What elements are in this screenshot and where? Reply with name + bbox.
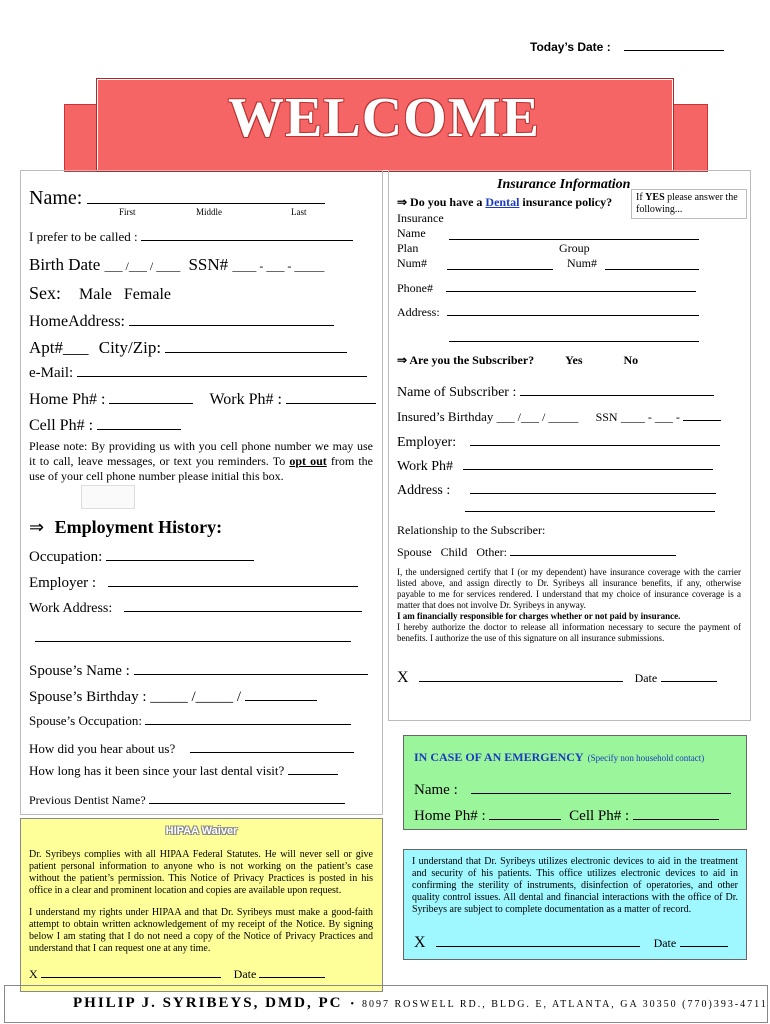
- birth-label: Birth Date: [29, 255, 101, 274]
- ins-address-line-2[interactable]: [449, 341, 699, 342]
- spouse-occupation-row: [29, 711, 351, 729]
- responsible-text: I am financially responsible for charges whether or not paid by insurance.: [397, 611, 681, 621]
- last-visit-field[interactable]: [288, 761, 338, 775]
- certify-block: [397, 567, 741, 644]
- ins-sub-address-field[interactable]: [470, 479, 716, 494]
- sex-female-option[interactable]: Female: [123, 286, 171, 303]
- home-address-row: [29, 309, 334, 331]
- em-name-row: [414, 778, 731, 799]
- todays-date: [530, 38, 724, 54]
- name-label: Name:: [29, 187, 83, 209]
- hipaa-signature-field[interactable]: [41, 965, 221, 978]
- spouse-occupation-label: Spouse’s Occupation:: [29, 713, 143, 728]
- subscriber-q-text: ⇒ Are you the Subscriber?: [397, 353, 535, 367]
- emergency-spec: (Specify non household contact): [587, 753, 705, 763]
- ins-birthday-label: Insured’s Birthday: [397, 409, 494, 424]
- phone-row: [29, 387, 376, 409]
- subscriber-question: [397, 353, 638, 368]
- plan-label: Plan: [397, 241, 419, 255]
- name-field[interactable]: [87, 183, 325, 204]
- employment-title: Employment History:: [54, 517, 223, 537]
- hear-row: [29, 739, 354, 757]
- devices-signature-row: [414, 930, 728, 952]
- ins-ssn-field[interactable]: ____ - ___ -: [620, 410, 680, 424]
- prefer-field[interactable]: [141, 227, 353, 241]
- email-label: e-Mail:: [29, 365, 74, 381]
- employer-field[interactable]: [108, 571, 358, 587]
- certify-text: I, the undersigned certify that I (or my dependent) have insurance coverage with the carrier listed above, and assign directly to Dr. Syribeys all insurance benefits, if any, otherwise payable to me for services rendered. I understand that my choice of insurance coverage is a matter that does not involve Dr. Syribeys in anyway.: [397, 567, 741, 610]
- prev-dentist-field[interactable]: [149, 791, 345, 804]
- middle-caption: Middle: [196, 207, 222, 217]
- ins-employer-field[interactable]: [470, 431, 720, 446]
- emergency-panel: [403, 735, 747, 830]
- spouse-name-label: Spouse’s Name :: [29, 663, 130, 679]
- subscriber-no[interactable]: No: [623, 353, 639, 367]
- ins-phone-field[interactable]: [446, 279, 696, 292]
- hear-field[interactable]: [190, 739, 354, 753]
- last-visit-row: [29, 761, 338, 779]
- opt-out-text: opt out: [289, 454, 327, 468]
- plan-num-label: Num#: [397, 256, 427, 270]
- ins-work-ph-field[interactable]: [463, 455, 713, 470]
- group-num-field[interactable]: [605, 257, 699, 270]
- em-cell-ph-label: Cell Ph# :: [569, 808, 630, 824]
- if-yes-note: [631, 189, 747, 219]
- arrow-icon: ⇒: [29, 517, 45, 537]
- insurance-label: Insurance: [397, 211, 444, 225]
- group-label: Group: [559, 241, 590, 255]
- spouse-birthday-year[interactable]: [245, 685, 317, 701]
- emergency-header: [414, 748, 704, 766]
- insurance-panel: [388, 170, 751, 721]
- sub-name-row: [397, 381, 714, 401]
- cell-row: [29, 413, 181, 435]
- em-home-ph-field[interactable]: [489, 804, 561, 820]
- apt-field[interactable]: Apt#___: [29, 338, 89, 357]
- home-address-field[interactable]: [129, 309, 334, 326]
- birth-field[interactable]: ___ /___ / ____: [104, 259, 181, 273]
- ins-address-field[interactable]: [447, 303, 699, 316]
- relationship-label: Relationship to the Subscriber:: [397, 523, 546, 537]
- phone-row-ins: [397, 279, 696, 296]
- hipaa-p2: I understand my rights under HIPAA and that Dr. Syribeys must make a good-faith attempt to obtain written acknowledgement of my receipt of the Notice. By signing below I am stating that I do not need a copy of the Notice of Privacy Practices and understand that I can request one at any time.: [29, 907, 373, 954]
- address-row-ins: [397, 303, 699, 320]
- footer-doctor: PHILIP J. SYRIBEYS, DMD, PC: [73, 995, 343, 1011]
- employer-label: Employer :: [29, 575, 97, 591]
- occupation-label: Occupation:: [29, 549, 103, 565]
- dental-q-post: insurance policy?: [519, 195, 613, 209]
- spouse-name-field[interactable]: [134, 659, 368, 675]
- hipaa-title: HIPAA Waiver: [165, 825, 238, 837]
- insurance-title: Insurance Information: [497, 177, 631, 192]
- prefer-row: [29, 227, 353, 245]
- city-zip-field[interactable]: [165, 335, 347, 353]
- rel-spouse[interactable]: Spouse: [397, 545, 432, 559]
- welcome-title: WELCOME: [228, 87, 540, 149]
- home-phone-field[interactable]: [109, 387, 193, 404]
- hipaa-date-field[interactable]: [259, 965, 325, 978]
- email-row: [29, 361, 367, 382]
- prefer-label: I prefer to be called :: [29, 229, 138, 244]
- spouse-name-row: [29, 659, 368, 680]
- dental-question: [397, 195, 612, 210]
- ins-employer-label: Employer:: [397, 435, 457, 450]
- ins-work-ph-label: Work Ph#: [397, 459, 454, 474]
- apt-city-row: [29, 335, 347, 358]
- ins-sign-x: X: [397, 669, 409, 686]
- hipaa-signature-row: [29, 965, 325, 982]
- spouse-birthday-field[interactable]: _____ /_____ /: [150, 689, 242, 705]
- city-label: City/Zip:: [98, 338, 162, 357]
- sex-label: Sex:: [29, 283, 62, 303]
- hear-label: How did you hear about us?: [29, 741, 176, 756]
- if-yes-bold: YES: [645, 192, 665, 203]
- em-home-ph-label: Home Ph# :: [414, 808, 486, 824]
- authorize-text: I hereby authorize the doctor to release all information necessary to secure the payment of benefits. I authorize the use of this signature on all insurance submissions.: [397, 622, 741, 643]
- ins-work-ph-row: [397, 455, 713, 475]
- ins-sub-address-row: [397, 479, 716, 499]
- group-num-label: Num#: [567, 256, 597, 270]
- devices-date-field[interactable]: [680, 930, 728, 947]
- sub-name-label: Name of Subscriber :: [397, 385, 517, 400]
- ins-name-field[interactable]: [449, 227, 699, 240]
- plan-num-field[interactable]: [447, 257, 553, 270]
- ins-employer-row: [397, 431, 720, 451]
- opt-out-post: from the use of your cell phone number please initial this box.: [29, 454, 373, 483]
- email-field[interactable]: [77, 361, 367, 377]
- ins-signature-row: [397, 665, 717, 687]
- em-name-label: Name :: [414, 782, 458, 798]
- devices-text: I understand that Dr. Syribeys utilizes electronic devices to aid in the treatment and security of his patients. This office utilizes electronic devices to aid in confirming the sterility of instruments, disinfection of operatories, and other quality control issues. All dental and financial interactions with the office of Dr. Syribeys are subject to complete documentation as a matter of record.: [412, 856, 738, 915]
- hipaa-panel: [20, 818, 383, 992]
- sex-male-option[interactable]: Male: [79, 286, 112, 303]
- spouse-birthday-label: Spouse’s Birthday :: [29, 689, 147, 705]
- ins-birthday-row: [397, 407, 721, 425]
- ins-signature-field[interactable]: [419, 665, 623, 682]
- relationship-options: [397, 543, 676, 560]
- home-phone-label: Home Ph# :: [29, 391, 106, 408]
- work-address-line-2[interactable]: [35, 641, 351, 642]
- devices-signature-field[interactable]: [436, 930, 640, 947]
- prev-dentist-label: Previous Dentist Name?: [29, 793, 146, 807]
- sub-name-field[interactable]: [520, 381, 714, 396]
- ins-birthday-field[interactable]: ___ /___ / _____: [496, 410, 579, 424]
- cell-note: [29, 439, 373, 484]
- insurance-labels: [397, 211, 444, 271]
- hipaa-date-label: Date: [233, 967, 257, 981]
- devices-sign-x: X: [414, 934, 426, 951]
- cell-note-text: Please note: By providing us with you cell phone number we may use it to call, leave messages, or text you reminders.: [29, 439, 373, 468]
- ins-date-label: Date: [634, 671, 658, 685]
- rel-child[interactable]: Child: [440, 545, 468, 559]
- cell-phone-field[interactable]: [97, 413, 181, 430]
- em-name-field[interactable]: [471, 778, 731, 794]
- cell-phone-label: Cell Ph# :: [29, 417, 94, 434]
- em-cell-ph-field[interactable]: [633, 804, 719, 820]
- dental-q-pre: ⇒ Do you have a: [397, 195, 486, 209]
- opt-out-pre: To: [272, 454, 290, 468]
- home-address-label: HomeAddress:: [29, 313, 125, 330]
- ins-date-field[interactable]: [661, 665, 717, 682]
- todays-date-label: Today’s Date :: [530, 40, 611, 54]
- footer-address: 8097 ROSWELL RD., BLDG. E, ATLANTA, GA 30350 (770)393-4711: [361, 999, 768, 1010]
- em-phone-row: [414, 804, 719, 825]
- employment-title-row: [29, 517, 222, 538]
- work-phone-field[interactable]: [286, 387, 376, 404]
- ssn-label: SSN#: [188, 255, 229, 274]
- ins-name-label: Name: [397, 226, 426, 240]
- footer: [4, 985, 768, 1023]
- ins-sub-address-label: Address :: [397, 483, 451, 498]
- devices-panel: [403, 849, 747, 960]
- work-phone-label: Work Ph# :: [209, 391, 282, 408]
- spouse-birthday-row: [29, 685, 317, 706]
- opt-out-initial-box[interactable]: [81, 485, 135, 509]
- rel-other-field[interactable]: [510, 543, 676, 556]
- occupation-field[interactable]: [106, 545, 254, 561]
- birth-ssn-row: [29, 255, 324, 275]
- group-labels: [559, 241, 590, 256]
- ins-sub-address-line-2[interactable]: [465, 511, 715, 512]
- name-row: [29, 183, 325, 210]
- ssn-field[interactable]: ____ - ___ - _____: [232, 259, 325, 273]
- last-visit-label: How long has it been since your last dental visit?: [29, 763, 285, 778]
- todays-date-field[interactable]: [624, 38, 724, 51]
- prev-dentist-row: [29, 791, 345, 808]
- hipaa-p1: Dr. Syribeys complies with all HIPAA Federal Statutes. He will never sell or give patient personal information to anyone who is not working on the patient’s case without the patient’s permission. This Notice of Privacy Practices is posted in his office in a clear and prominent location and copies are available upon request.: [29, 849, 373, 896]
- occupation-row: [29, 545, 254, 566]
- if-yes-post: please answer the following...: [636, 192, 738, 215]
- ins-ssn-last[interactable]: [683, 407, 721, 421]
- dental-link[interactable]: Dental: [485, 195, 520, 209]
- ins-address-label: Address:: [397, 305, 440, 319]
- hipaa-sign-x: X: [29, 967, 38, 981]
- first-caption: First: [119, 207, 136, 217]
- devices-date-label: Date: [653, 936, 677, 950]
- spouse-occupation-field[interactable]: [145, 711, 351, 725]
- last-caption: Last: [291, 207, 307, 217]
- work-address-field[interactable]: [124, 597, 362, 612]
- hipaa-text: [29, 849, 373, 955]
- footer-line: [73, 994, 768, 1012]
- employer-row: [29, 571, 358, 592]
- if-yes-pre: If: [636, 192, 646, 203]
- work-address-row: [29, 597, 362, 617]
- ins-ssn-label: SSN: [595, 410, 618, 424]
- patient-info-panel: [20, 170, 383, 815]
- work-address-label: Work Address:: [29, 601, 113, 616]
- footer-bullet: •: [350, 999, 354, 1010]
- subscriber-yes[interactable]: Yes: [565, 353, 583, 367]
- rel-other-label: Other:: [476, 545, 507, 559]
- emergency-title: IN CASE OF AN EMERGENCY: [414, 750, 584, 764]
- ins-phone-label: Phone#: [397, 281, 433, 295]
- sex-row: [29, 283, 171, 304]
